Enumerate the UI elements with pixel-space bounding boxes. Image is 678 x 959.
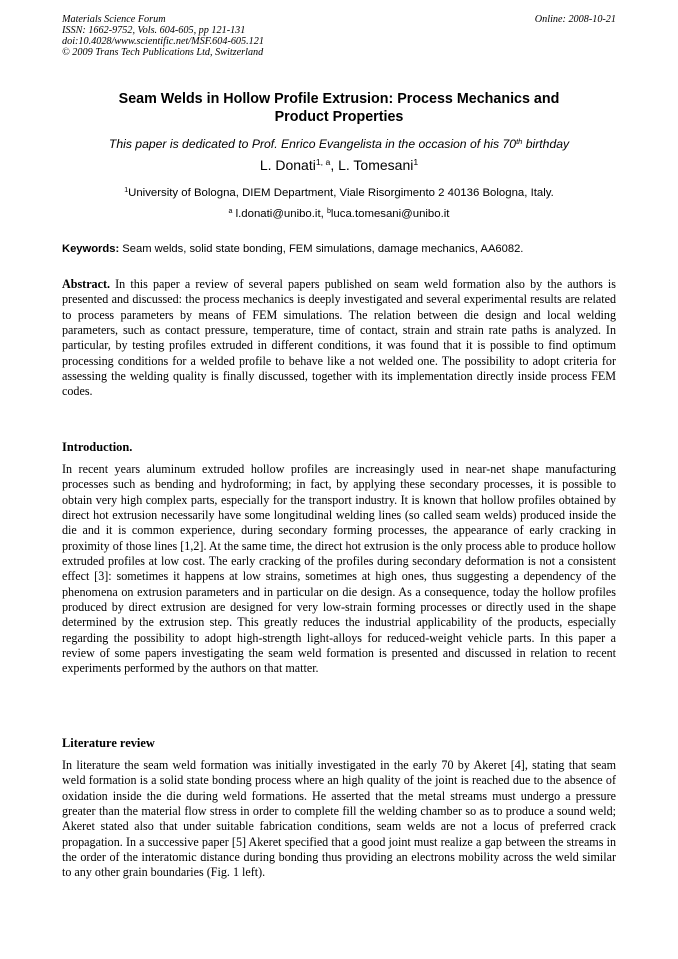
doi-line: doi:10.4028/www.scientific.net/MSF.604-605.121: [62, 36, 264, 47]
author-emails: [0, 207, 678, 221]
copyright-line: © 2009 Trans Tech Publications Ltd, Switzerland: [62, 47, 264, 58]
dedication-sup: th: [516, 136, 523, 146]
author-separator: ,: [330, 157, 339, 173]
keywords-label: Keywords:: [62, 243, 120, 255]
paper-title: [62, 90, 616, 126]
introduction-heading: Introduction.: [62, 440, 133, 454]
title-line-2: Product Properties: [274, 109, 404, 125]
author-2: L. Tomesani: [338, 157, 414, 173]
affiliation: [0, 186, 678, 200]
abstract: [62, 277, 616, 400]
literature-heading: Literature review: [62, 736, 155, 750]
email-a: l.donati@unibo.it,: [232, 208, 327, 220]
abstract-text: In this paper a review of several papers published on seam weld formation also by the authors is presented and discussed: the process mechanics is deeply investigated and several experimental results are related to process parameters by means of FEM simulations. The relation between die design and local welding parameters, such as contact pressure, temperature, time of contact, strain and strain rate paths is analyzed. In particular, by testing profiles extruded in different conditions, it was found that it is possible to find optimum processing conditions for a welded profile to behave like a not welded one. The possibility to adopt criteria for assessing the welding quality is finally discussed, together with its implementation directly inside process FEM codes.: [62, 277, 616, 399]
affiliation-sup: 1: [124, 187, 129, 195]
dedication: [50, 137, 628, 152]
email-a-sup: a: [228, 208, 233, 216]
author-list: [0, 156, 678, 174]
email-b-sup: b: [326, 208, 331, 216]
literature-text: In literature the seam weld formation was initially investigated in the early 70 by Akeret [4], stating that seam weld formation is a solid state bonding process where an high quality of the joint is reached due to the absence of oxidation inside the die during weld formations. He asserted that the metal streams must undergo a pressure greater than the material flow stress in order to complete fill the welding chamber so as to produce a sound weld; Akeret stated also that under suitable fabrication conditions, seam welds are not a locus of preferred crack propagation. In a successive paper [5] Akeret specified that a good joint must realize a gap between the streams in the order of the interatomic distance during bonding thus providing an electrons mobility across the weld similar to any other grain boundaries (Fig. 1 left).: [62, 758, 616, 880]
title-line-1: Seam Welds in Hollow Profile Extrusion: Process Mechanics and: [118, 91, 560, 107]
issn-line: ISSN: 1662-9752, Vols. 604-605, pp 121-131: [62, 25, 246, 36]
keywords: [62, 242, 616, 256]
dedication-text: This paper is dedicated to Prof. Enrico Evangelista in the occasion of his 70: [108, 137, 517, 151]
introduction-text: In recent years aluminum extruded hollow profiles are increasingly used in near-net shape manufacturing processes such as bending and hydroforming; in fact, by applying these secondary processes, it is possible to obtain very high complex parts, especially for the transport industry. It is known that hollow profiles obtained by direct hot extrusion necessarily have some longitudinal welding lines (so called seam welds) produced inside the die and it is common experience, during secondary forming processes, the appearance of early cracking in proximity of those lines [1,2]. At the same time, the direct hot extrusion is the only process able to produce hollow extruded profiles at low cost. The early cracking of the profiles during secondary deformation is not a consistent effect [3]: sometimes it happens at low strains, sometimes at high ones, thus suggesting a dependency of the phenomena on extrusion parameters and in particular on die design. As a consequence, today the hollow profiles produced by direct extrusion are designed for very low-strain forming processes or directly used in the shape determined by the extrusion step. This greatly reduces the industrial applicability of the products, especially regarding the possibility to adopt high-strength light-alloys for reduced-weight vehicle parts. In this paper a review of some papers investigating the seam weld formation is presented and discussed in relation to recent experiments performed by the authors on that matter.: [62, 462, 616, 676]
online-date: Online: 2008-10-21: [534, 14, 616, 25]
email-b: luca.tomesani@unibo.it: [330, 208, 450, 220]
keywords-text: Seam welds, solid state bonding, FEM simulations, damage mechanics, AA6082.: [119, 243, 524, 255]
author-1: L. Donati: [259, 157, 316, 173]
author-2-affil: 1: [413, 157, 419, 168]
journal-name: Materials Science Forum: [62, 14, 166, 25]
journal-header: [62, 14, 264, 58]
abstract-label: Abstract.: [62, 277, 111, 291]
author-1-affil: 1, a: [315, 157, 331, 168]
affiliation-text: University of Bologna, DIEM Department, Viale Risorgimento 2 40136 Bologna, Italy.: [128, 187, 554, 199]
dedication-after: birthday: [522, 137, 570, 151]
